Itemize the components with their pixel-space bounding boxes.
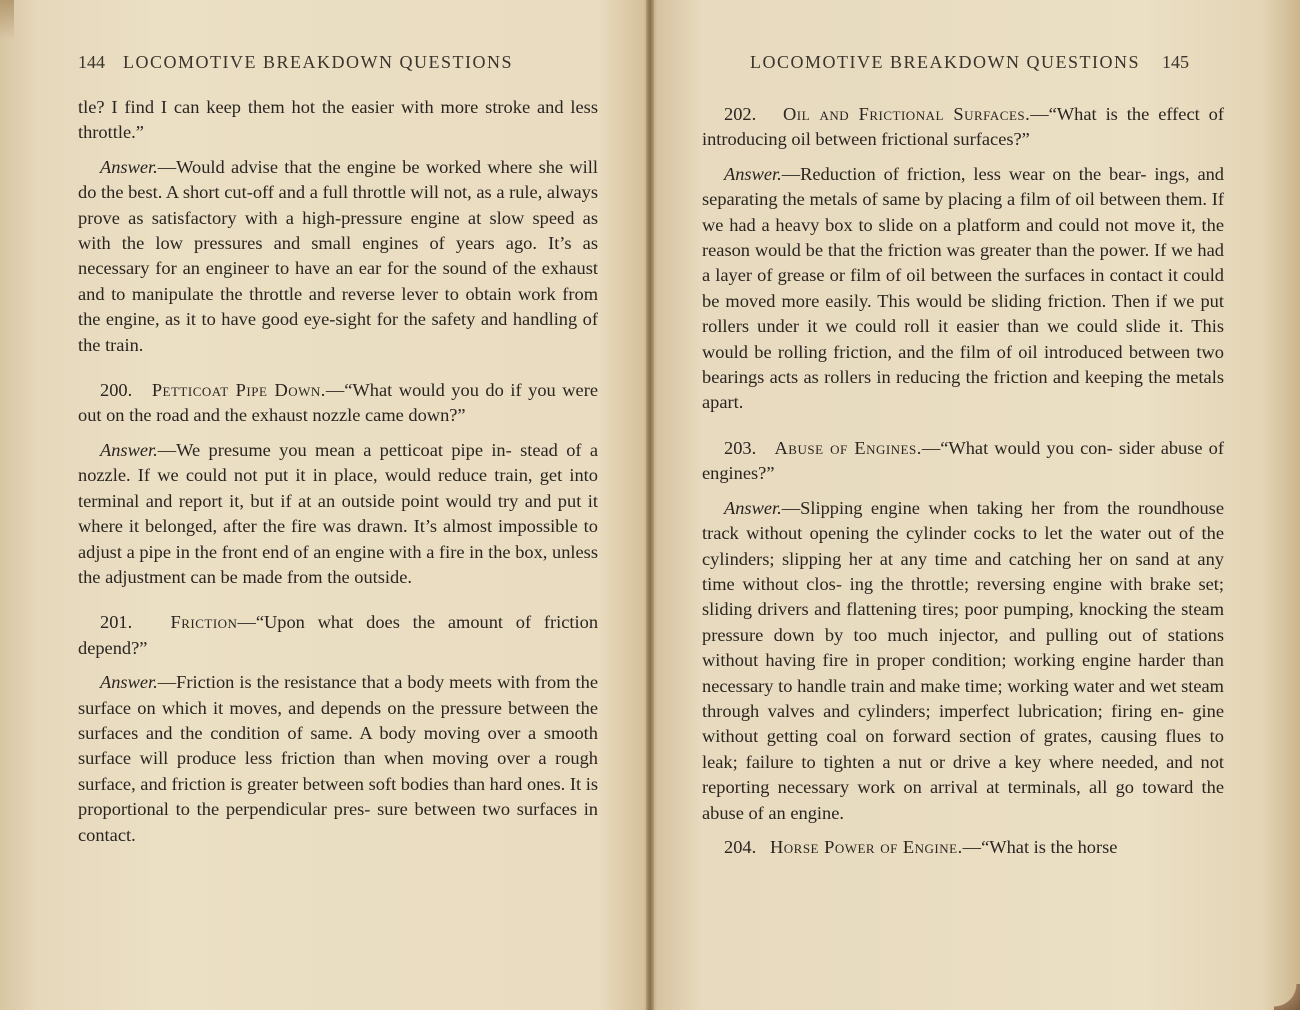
- question-title: Petticoat Pipe Down.: [151, 380, 326, 401]
- left-running-head: [78, 52, 513, 73]
- question-number: 201.: [100, 612, 133, 633]
- question-title: Oil and Frictional Surfaces.: [783, 104, 1031, 124]
- page-corner-wear: [1274, 984, 1300, 1010]
- paragraph-text: —“What is the horse: [962, 836, 1118, 857]
- answer-paragraph: [702, 496, 1224, 826]
- question-number: 204.: [724, 836, 757, 857]
- answer-paragraph: [702, 162, 1224, 416]
- paragraph-text: —We presume you mean a petticoat pipe in- stead of a nozzle. If we could not put it in place, would reduce train, get into terminal and report it, but if at an outside point would try and put it where it belonged, after the fire was drawn. It’s almost impossible to adjust a pipe in the front end of an engine with a fire in the box, unless the adjustment can be made from the outside.: [78, 439, 598, 587]
- question-number: 203.: [724, 437, 757, 458]
- paragraph-text: —Would advise that the engine be worked where she will do the best. A short cut-off and a full throttle will not, as a rule, always prove as satisfactory with a high-pressure engine at slow speed as with the low pressures and small engines of years ago. It’s as necessary for an engineer to have an ear for the sound of the exhaust and to manipulate the throttle and reverse lever to obtain work from the engine, as it to have good eye-sight for the safety and handling of the train.: [78, 156, 598, 355]
- paragraph-text: —“Upon what does the amount of friction depend?”: [78, 612, 599, 658]
- answer-label: Answer.: [100, 439, 158, 460]
- left-page-number: 144: [78, 52, 105, 72]
- answer-label: Answer.: [100, 156, 158, 177]
- question-200: [78, 378, 598, 429]
- paragraph-text: —Slipping engine when taking her from the roundhouse track without opening the cylinder cocks to let the water out of the cylinders; slipping her at any time and catching her on sand at any time without clos- ing the throttle; reversing engine with brake set; sliding drivers and flattening tires; poor pumping, knocking the steam pressure down by too much injector, and pulling out of stations without having fire in proper condition; working engine harder than necessary to handle train and make time; working water and wet steam through valves and cylinders; imperfect lubrication; firing en- gine without getting coal on forward section of grates, causing flues to leak; failure to tighten a nut or drive a key where needed, and not reporting necessary work on arrival at terminals, all go toward the abuse of an engine.: [702, 497, 1224, 823]
- question-201: [78, 610, 598, 661]
- right-page: [650, 0, 1300, 1010]
- answer-label: Answer.: [724, 163, 782, 184]
- paragraph: [78, 95, 598, 146]
- question-title: Horse Power of Engine.: [769, 836, 963, 857]
- question-title: Friction: [170, 612, 238, 633]
- answer-label: Answer.: [724, 497, 782, 518]
- answer-paragraph: [78, 438, 598, 590]
- paragraph-text: tle? I find I can keep them hot the easier with more stroke and less throttle.”: [78, 97, 598, 143]
- paragraph-text: —“What would you con- sider abuse of engines?”: [702, 437, 1224, 484]
- question-203: [702, 436, 1224, 487]
- left-page: [0, 0, 648, 1010]
- answer-label: Answer.: [100, 672, 158, 693]
- right-running-title: LOCOMOTIVE BREAKDOWN QUESTIONS: [750, 52, 1140, 72]
- right-page-number: 145: [1161, 52, 1189, 72]
- left-running-title: LOCOMOTIVE BREAKDOWN QUESTIONS: [123, 52, 513, 72]
- paragraph-text: —“What would you do if you were out on the road and the exhaust nozzle came down?”: [78, 380, 598, 426]
- right-page-body: [702, 102, 1224, 860]
- right-running-head: [750, 52, 1189, 73]
- answer-paragraph: [78, 670, 598, 848]
- paragraph-text: —“What is the effect of introducing oil between frictional surfaces?”: [702, 104, 1224, 150]
- paragraph-text: —Friction is the resistance that a body meets with from the surface on which it moves, and depends on the pressure between the surfaces and the condition of same. A body moving over a smooth surface will produce less friction than when moving over a rough surface, and friction is greater between soft bodies than hard ones. It is proportional to the perpendicular pres- sure between two surfaces in contact.: [78, 672, 598, 845]
- question-204: [702, 835, 1224, 860]
- question-title: Abuse of Engines.: [774, 437, 922, 458]
- question-number: 200.: [100, 380, 133, 401]
- answer-paragraph: [78, 155, 598, 358]
- paragraph-text: —Reduction of friction, less wear on the bear- ings, and separating the metals of same by placing a film of oil between them. If we had a heavy box to slide on a platform and could not move it, the reason would be that the friction was greater than the power. If we had a layer of grease or film of oil between the surfaces in contact it could be moved more easily. This would be sliding friction. Then if we put rollers under it we could roll it easier than we could slide it. This would be rolling friction, and the film of oil introduced between two bearings acts as rollers in reducing the friction and keeping the metals apart.: [702, 163, 1224, 413]
- question-number: 202.: [724, 104, 757, 124]
- left-page-body: [78, 95, 598, 848]
- question-202: [702, 102, 1224, 153]
